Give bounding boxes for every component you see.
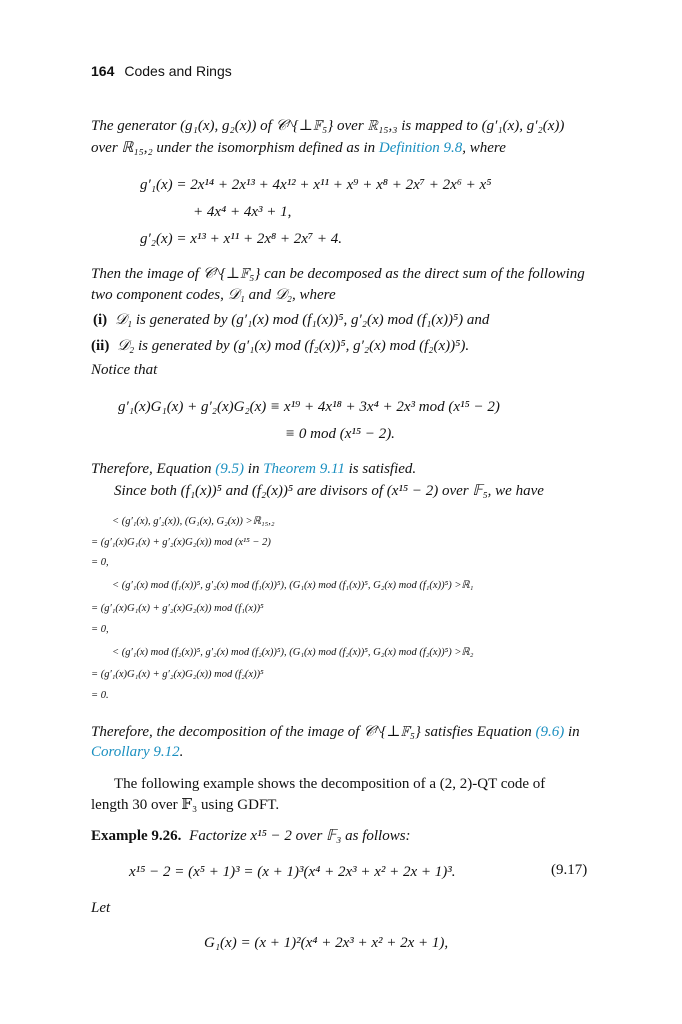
paragraph-4-post: in (564, 724, 580, 740)
paragraph-1-line-2 (91, 138, 506, 158)
paragraph-5-line-2: length 30 over 𝔽₃ using GDFT. (91, 797, 280, 813)
paragraph-1-line-1: The generator (g₁(x), g₂(x)) of 𝒞^{⊥𝔽₅} over ℝ₁₅,₃ is mapped to (g′₁(x), g′₂(x)) (91, 118, 565, 134)
small-eq-8: = (g′₁(x)G₁(x) + g′₂(x)G₂(x)) mod (f₂(x))⁵ (91, 669, 264, 680)
corollary-9-12-link[interactable]: Corollary 9.12 (91, 744, 180, 760)
paragraph-2-line-1: Then the image of 𝒞^{⊥𝔽₅} can be decomposed as the direct sum of the following (91, 266, 585, 282)
example-label: Example 9.26. (91, 828, 182, 844)
item-i (93, 310, 489, 330)
equation-sum-line-2: ≡ 0 mod (x¹⁵ − 2). (285, 426, 395, 442)
equation-number-9-17: (9.17) (551, 862, 588, 878)
small-eq-5: = (g′₁(x)G₁(x) + g′₂(x)G₂(x)) mod (f₁(x))⁵ (91, 603, 264, 614)
equation-9-5-link[interactable]: (9.5) (215, 461, 245, 477)
small-eq-4: < (g′₁(x) mod (f₁(x))⁵, g′₂(x) mod (f₁(x))⁵), (G₁(x) mod (f₁(x))⁵, G₂(x) mod (f₁(x))⁵) >ℝ₁ (112, 580, 474, 591)
small-eq-9: = 0. (91, 690, 109, 701)
equation-g2: g′₂(x) = x¹³ + x¹¹ + 2x⁸ + 2x⁷ + 4. (140, 231, 343, 247)
paragraph-1-line-2-post: , where (462, 140, 506, 156)
equation-sum-line-1: g′₁(x)G₁(x) + g′₂(x)G₂(x) ≡ x¹⁹ + 4x¹⁸ + 3x⁴ + 2x³ mod (x¹⁵ − 2) (118, 399, 500, 415)
item-ii-text: 𝒟₂ is generated by (g′₁(x) mod (f₂(x))⁵, g′₂(x) mod (f₂(x))⁵). (117, 338, 470, 354)
theorem-9-11-link[interactable]: Theorem 9.11 (263, 461, 345, 477)
paragraph-3-mid: in (244, 461, 264, 477)
paragraph-4-pre: Therefore, the decomposition of the image of 𝒞^{⊥𝔽₅} satisfies Equation (91, 724, 536, 740)
let-text: Let (91, 900, 111, 916)
equation-G1: G₁(x) = (x + 1)²(x⁴ + 2x³ + x² + 2x + 1), (204, 935, 449, 951)
paragraph-5-line-1: The following example shows the decomposition of a (2, 2)-QT code of (114, 776, 546, 792)
paragraph-1-line-2-pre: over ℝ₁₅,₂ under the isomorphism defined as in (91, 140, 379, 156)
small-eq-7: < (g′₁(x) mod (f₂(x))⁵, g′₂(x) mod (f₂(x))⁵), (G₁(x) mod (f₂(x))⁵, G₂(x) mod (f₂(x))⁵) >ℝ₂ (112, 647, 474, 658)
equation-g1-line-2: + 4x⁴ + 4x³ + 1, (193, 204, 292, 220)
paragraph-3-line-2: Since both (f₁(x))⁵ and (f₂(x))⁵ are divisors of (x¹⁵ − 2) over 𝔽₅, we have (114, 483, 544, 499)
paragraph-3-pre: Therefore, Equation (91, 461, 216, 477)
item-i-label: (i) (93, 312, 108, 328)
example-9-26 (91, 826, 411, 846)
equation-9-6-link[interactable]: (9.6) (535, 724, 565, 740)
paragraph-3-line-1 (91, 459, 416, 479)
notice-that: Notice that (91, 362, 158, 378)
equation-9-17: x¹⁵ − 2 = (x⁵ + 1)³ = (x + 1)³(x⁴ + 2x³ + x² + 2x + 1)³. (129, 864, 456, 880)
item-ii-label: (ii) (91, 338, 110, 354)
paragraph-3-post: is satisfied. (344, 461, 417, 477)
paragraph-4-line-2-post: . (179, 744, 184, 760)
item-ii (91, 336, 469, 356)
page-number: 164 (91, 63, 115, 79)
example-text: Factorize x¹⁵ − 2 over 𝔽₃ as follows: (189, 828, 411, 844)
equation-g1-line-1: g′₁(x) = 2x¹⁴ + 2x¹³ + 4x¹² + x¹¹ + x⁹ + x⁸ + 2x⁷ + 2x⁶ + x⁵ (140, 177, 492, 193)
small-eq-1: < (g′₁(x), g′₂(x)), (G₁(x), G₂(x)) >ℝ₁₅,₂ (112, 516, 275, 527)
small-eq-2: = (g′₁(x)G₁(x) + g′₂(x)G₂(x)) mod (x¹⁵ − 2) (91, 537, 271, 548)
item-i-text: 𝒟₁ is generated by (g′₁(x) mod (f₁(x))⁵, g′₂(x) mod (f₁(x))⁵) and (114, 312, 490, 328)
definition-9-8-link[interactable]: Definition 9.8 (378, 140, 463, 156)
paragraph-4-line-1 (91, 722, 580, 742)
paragraph-4-line-2 (91, 742, 183, 762)
running-header (91, 63, 232, 79)
paragraph-2-line-2: two component codes, 𝒟₁ and 𝒟₂, where (91, 287, 336, 303)
running-title: Codes and Rings (124, 63, 232, 79)
small-eq-3: = 0, (91, 557, 109, 568)
small-eq-6: = 0, (91, 624, 109, 635)
